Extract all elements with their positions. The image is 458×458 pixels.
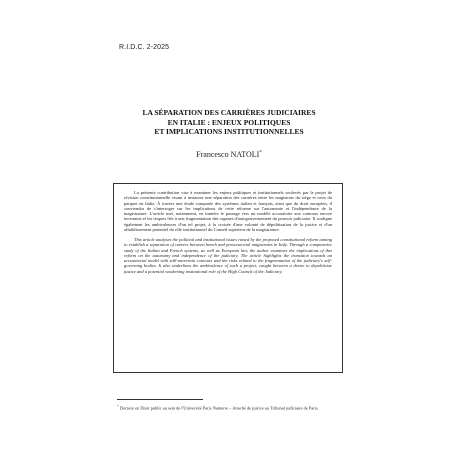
article-title bbox=[100, 108, 358, 137]
author-name bbox=[100, 150, 358, 159]
abstract-english: This article analyses the political and institutional issues raised by the proposed constitutional reform aiming to establish a separation of careers between bench and prosecutorial magistrates in Italy. Through a comparative study of the Italian and French systems, as well as European law, the author examines the implications of this reform on the autonomy and independence of the judiciary. The article highlights the transition towards an accusatorial model with still-uncertain contours and the risks related to the fragmentation of the judiciary's self-governing bodies. It also underlines the ambivalence of such a project, caught between a desire to depoliticize justice and a potential weakening institutional role of the High Council of the Judiciary. bbox=[124, 237, 332, 274]
footnote-divider bbox=[117, 399, 203, 400]
journal-reference: R.I.D.C. 2-2025 bbox=[119, 44, 170, 51]
footnote-text: Docteur en Droit public au sein de l'Université Paris Nanterre – Attaché de justice au Tribunal judiciaire de Paris. bbox=[118, 405, 319, 411]
title-line-2: EN ITALIE : ENJEUX POLITIQUES bbox=[167, 117, 291, 127]
abstract-box bbox=[113, 183, 343, 373]
author-name-text: Francesco NATOLI bbox=[196, 150, 260, 159]
title-line-3: ET IMPLICATIONS INSTITUTIONNELLES bbox=[154, 127, 304, 136]
author-footnote bbox=[117, 404, 349, 411]
title-line-1: LA SÉPARATION DES CARRIÈRES JUDICIAIRES bbox=[142, 108, 316, 117]
abstract-french: La présente contribution vise à examiner les enjeux politiques et institutionnels soulevés par le projet de révision constitutionnelle visant à instaurer une séparation des carrières entre les magistrats du siège et ceux du parquet en Italie. À travers une étude comparée des systèmes italien et français, ainsi que du droit européen, il conviendra de s'interroger sur les implications de cette réforme sur l'autonomie et l'indépendance de la magistrature. L'article met, notamment, en lumière le passage vers un modèle accusatoire aux contours encore incertains et les risques liés à une fragmentation des organes d'autogouvernement du pouvoir judiciaire. Il souligne également les ambivalences d'un tel projet, à la croisée d'une volonté de dépolitisation de la justice et d'un affaiblissement potentiel du rôle institutionnel du Conseil supérieur de la magistrature. bbox=[124, 190, 332, 232]
footnote-marker: * bbox=[117, 404, 119, 408]
author-footnote-marker: * bbox=[259, 150, 262, 156]
